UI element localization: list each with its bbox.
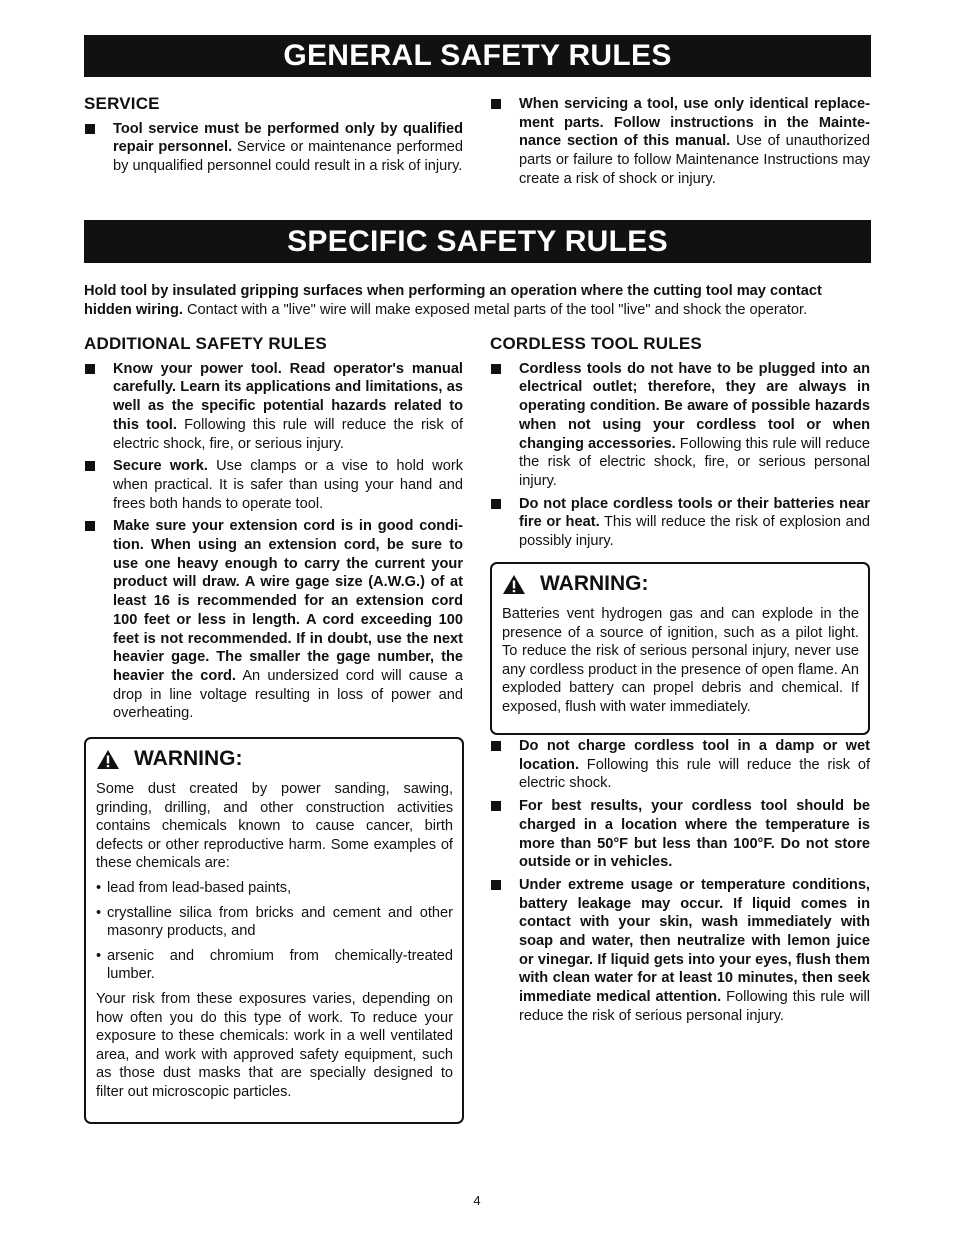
service-rule-1-text: Service or maintenance performed by unqualified personnel could result in a risk of injury. <box>113 139 463 175</box>
list-item: • arsenic and chromium from chemically-treated lumber. <box>96 947 453 983</box>
square-bullet-icon <box>85 124 95 134</box>
list-item <box>84 517 463 723</box>
cordless-tool-rules-section <box>490 335 870 555</box>
cordless-rule-4-bold: For best results, your cordless tool should be charged in a location where the temperature is more than 50°F but less than 100°F. Do not store outside or in vehicles. <box>519 798 870 871</box>
cordless-rule-1-text: Following this rule will reduce the risk of electric shock, fire, or serious personal injury. <box>519 435 870 489</box>
dust-warning-intro: Some dust created by power sanding, sawing, grinding, drilling, and other construction activities contains chemicals known to cause cancer, birth defects or other reproductive harm. Some examples of these chemicals are: <box>96 781 453 872</box>
service-rule-2-bold: When servicing a tool, use only identical replacement parts. Follow instructions in the Maintenance section of this manual. <box>519 96 870 150</box>
warning-title: WARNING: <box>540 572 649 596</box>
additional-rules-heading: ADDITIONAL SAFETY RULES <box>84 334 327 353</box>
square-bullet-icon <box>491 364 501 374</box>
cordless-rule-3-bold: Do not charge cordless tool in a damp or wet location. <box>519 738 870 773</box>
cordless-rule-5-bold: Under extreme usage or temperature conditions, battery leakage may occur. If liquid comes in contact with your skin, wash immediately with soap and water, then neutralize with lemon juice or vinegar. If liquid gets into your eyes, flush them with clean water for at least 10 minutes, then seek immediate medical attention. <box>519 876 870 1006</box>
dust-warning-box <box>84 737 464 1124</box>
list-item: • lead from lead-based paints, <box>96 879 292 896</box>
list-item: • crystalline silica from bricks and cement and other masonry products, and <box>96 904 453 940</box>
service-section <box>84 95 463 180</box>
battery-warning-box <box>490 562 870 735</box>
service-rule-1-bold: Tool service must be performed only by qualified repair personnel. <box>113 120 463 156</box>
square-bullet-icon <box>85 521 95 531</box>
dust-warning-outro: Your risk from these exposures varies, depending on how often you do this type of work. To reduce your exposure to these chemicals: work in a well ventilated area, and work with approved safety equipment, such as those dust masks that are specially designed to filter out microscopic particles. <box>96 990 453 1100</box>
square-bullet-icon <box>85 461 95 471</box>
square-bullet-icon <box>491 880 501 890</box>
intro-bold: Hold tool by insulated gripping surfaces when performing an operation where the cutting tool may contact hidden wiring. <box>84 283 822 318</box>
warning-header <box>96 749 453 770</box>
intro-text: Contact with a "live" wire will make exposed metal parts of the tool "live" and shock the operator. <box>182 301 808 318</box>
list-item <box>490 495 870 551</box>
list-item <box>490 797 870 872</box>
battery-warning-text: Batteries vent hydrogen gas and can explode in the presence of a source of ignition, such as a pilot light. To reduce the risk of serious personal injury, never use any cordless product in the presence of open flame. An exploded battery can propel debris and chemical. If exposed, flush with water immediately. <box>502 606 859 715</box>
warning-title: WARNING: <box>134 747 243 771</box>
specific-safety-rules-title: SPECIFIC SAFETY RULES <box>84 220 871 263</box>
intro-paragraph <box>84 282 871 319</box>
general-safety-rules-title: GENERAL SAFETY RULES <box>84 35 871 77</box>
list-item <box>490 876 870 1026</box>
additional-safety-rules-section <box>84 335 463 727</box>
cordless-rules-heading: CORDLESS TOOL RULES <box>490 334 702 353</box>
additional-rule-2-text: Use clamps or a vise to hold work when practical. It is safer than using your hand and frees both hands to operate tool. <box>113 458 463 512</box>
additional-rule-1-text: Following this rule will reduce the risk of electric shock, fire, or serious injury. <box>113 416 463 452</box>
cordless-rule-1-bold: Cordless tools do not have to be plugged into an electrical outlet; therefore, they are always in operating condition. Be aware of possible hazards when not using your cordless tool or when changing accessories. <box>519 360 870 452</box>
square-bullet-icon <box>85 364 95 374</box>
square-bullet-icon <box>491 741 501 751</box>
warning-triangle-icon <box>96 749 120 770</box>
additional-rule-1-bold: Know your power tool. Read operator's manual carefully. Learn its applications and limitations, as well as the specific potential hazards related to this tool. <box>113 360 463 433</box>
cordless-tool-rules-continued <box>490 737 870 1030</box>
list-item <box>84 457 463 513</box>
service-heading: SERVICE <box>84 94 160 113</box>
additional-rule-2-bold: Secure work. <box>113 458 208 475</box>
cordless-rule-2-text: This will reduce the risk of explosion and possibly injury. <box>519 514 870 550</box>
warning-triangle-icon <box>502 574 526 595</box>
page-number: 4 <box>473 1193 481 1208</box>
additional-rule-3-text: An undersized cord will cause a drop in line voltage resulting in loss of power and overheating. <box>113 667 464 722</box>
service-rule-2-text: Use of unauthorized parts or failure to follow Maintenance Instructions may create a risk of shock or injury. <box>519 133 871 187</box>
cordless-rule-3-text: Following this rule will reduce the risk of electric shock. <box>519 756 870 792</box>
square-bullet-icon <box>491 99 501 109</box>
list-item <box>490 95 870 189</box>
cordless-rule-2-bold: Do not place cordless tools or their batteries near fire or heat. <box>519 495 870 531</box>
square-bullet-icon <box>491 801 501 811</box>
service-section-continued <box>490 95 870 193</box>
list-item <box>490 737 870 793</box>
list-item <box>84 360 463 454</box>
cordless-rule-5-text: Following this rule will reduce the risk of serious personal injury. <box>519 989 870 1024</box>
square-bullet-icon <box>491 499 501 509</box>
list-item <box>490 360 870 491</box>
list-item <box>84 120 463 176</box>
warning-header <box>502 574 859 595</box>
additional-rule-3-bold: Make sure your extension cord is in good condition. When using an extension cord, be sure to use one heavy enough to carry the current your product will draw. A wire gage size (A.W.G.) of at least 16 is recommended for an extension cord 100 feet or less in length. A cord exceeding 100 feet is not recommended. If in doubt, use the next heavier gage. The smaller the gage number, the heavier the cord. <box>113 518 463 684</box>
